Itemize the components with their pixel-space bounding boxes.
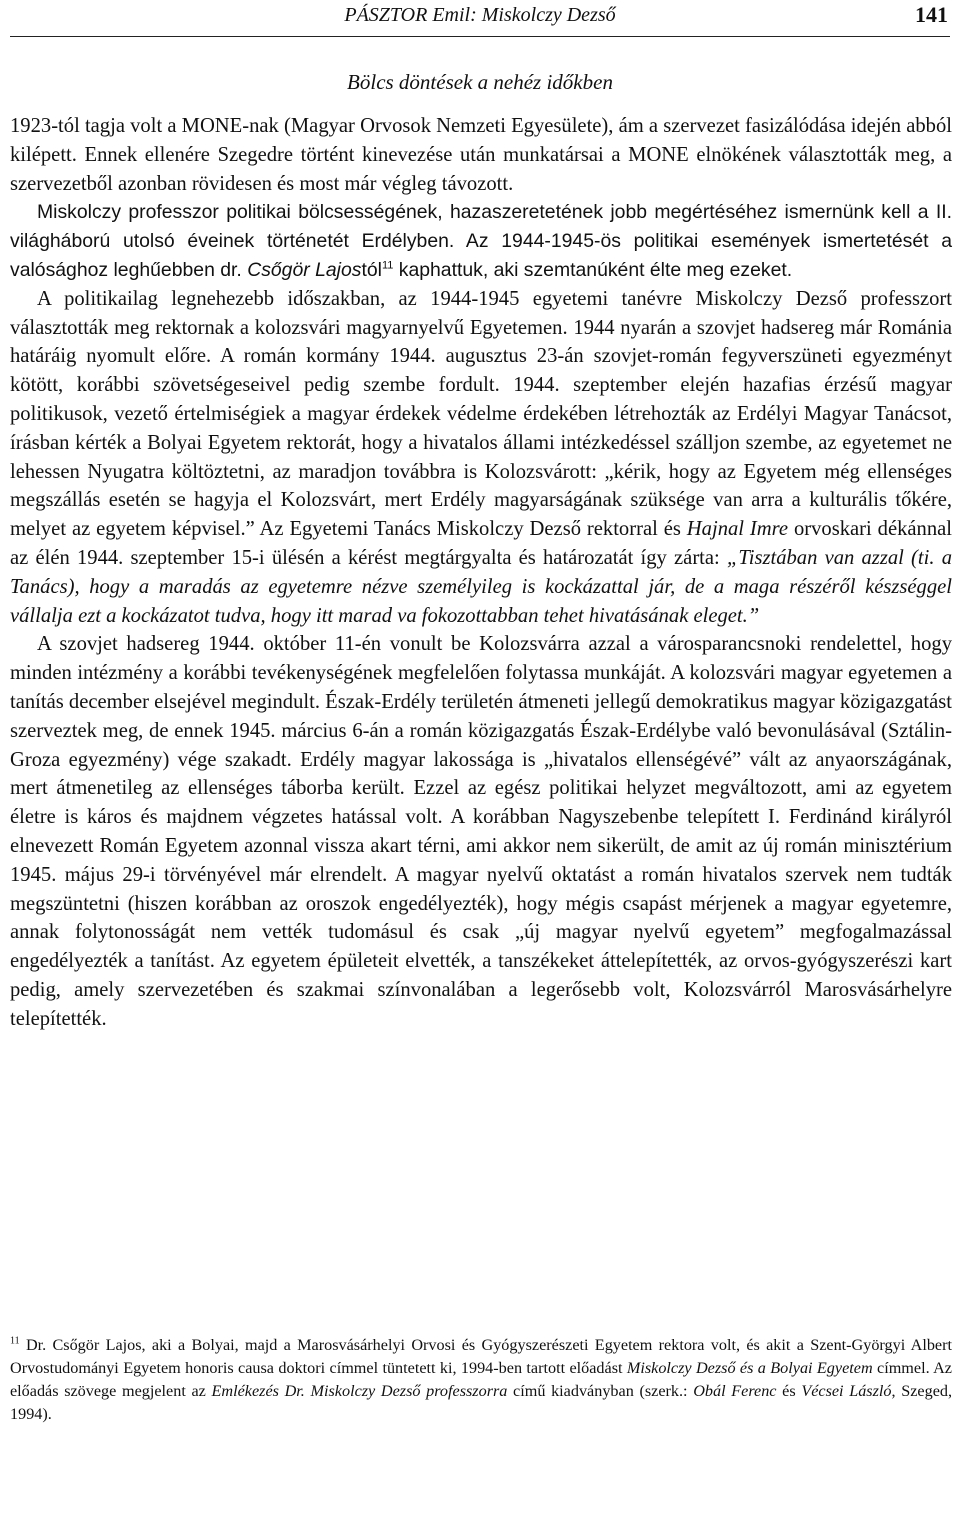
footnote-publication-title: Emlékezés Dr. Miskolczy Dezső professzorra [211,1382,508,1400]
person-name-hajnal: Hajnal Imre [686,518,789,541]
footnote-number: 11 [10,1335,20,1347]
page-header [10,0,950,37]
paragraph-3-text-mid: orvoskari dékánnal az élén 1944. szeptember 15-i ülésén a kérést megtárgyalta és határozatát így zárta: [10,518,952,569]
paragraph-4: A szovjet hadsereg 1944. október 11-én vonult be Kolozsvárra azzal a városparancsnoki rendelettel, hogy minden intézmény a korábbi tevékenységének megfelelően folytassa munkáját. A kolozsvári magyar egyetemen a tanítás december elsejével megindult. Észak-Erdély területén átmeneti jellegű demokratikus magyar közigazgatást szerveztek meg, de ennek 1945. március 6-án a román közigazgatás Észak-Erdélybe való bevonulásával (Sztálin-Groza egyezmény) vége szakadt. Erdély magyar lakossága is „hivatalos ellenségévé” vált az anyaországának, mert átmenetileg az ellenséges táborba került. Ezzel az egész politikai helyzet megváltozott, ami az egyetem életre is káros és majdnem végzetes hatással volt. A korábban Nagyszebenbe telepített I. Ferdinánd királyról elnevezett Román Egyetem azonnal vissza akart térni, ami akkor nem sikerült, de amit az új román minisztérium 1945. május 29-i törvényével már elrendelt. A magyar nyelvű oktatást a román hivatalos szervek nem tudták megszüntetni (hiszen korábban az oroszok engedélyezték), hogy mégis csapást mérjenek a magyar egyetemre, annak folytonosságát nem vették tudomásul és csak „új magyar nyelvű egyetem” megfogalmazással engedélyezték a tanítást. Az egyetem épületeit elvették, a tanszékeket áttelepítették, az orvos-gyógyszerészi kart pedig, amely szervezetében és szakmai színvonalában a legerősebb volt, Kolozsvárról Marosvásárhelyre telepítették. [10,633,952,1030]
footnote-text: , Szeged, 1994). [10,1382,953,1423]
name-suffix: tól [361,258,382,281]
body-text [10,112,952,1034]
section-title: Bölcs döntések a nehéz időkben [347,70,613,94]
running-title: PÁSZTOR Emil: Miskolczy Dezső [344,4,616,26]
footnote-text: címmel. Az előadás szövege megjelent az [10,1359,952,1400]
footnote [10,1334,952,1426]
footnote-editor-name: Obál Ferenc [693,1382,777,1400]
footnote-ref: 11 [381,259,394,272]
paragraph-2 [10,198,952,284]
footnote-text: Dr. Csőgör Lajos, aki a Bolyai, majd a Marosvásárhelyi Orvosi és Gyógyszerészeti Egyetem rektora volt, és akit a Szent-Györgyi Albert Orvostudományi Egyetem honoris causa doktori címmel tüntetett ki, 1994-ben tartott előadást [10,1336,952,1377]
paragraph-1: 1923-tól tagja volt a MONE-nak (Magyar Orvosok Nemzeti Egyesülete), ám a szervezet fasizálódása idején abból kilépett. Ennek ellenére Szegedre történt kinevezése után munkatársai a MONE elnökének választották meg, a szervezetből azonban rövidesen és most már végleg távozott. [10,115,952,195]
footnote-lecture-title: Miskolczy Dezső és a Bolyai Egyetem [626,1359,873,1377]
person-name-csogor: Csőgör Lajos [247,258,362,281]
paragraph-2-text-end: kaphattuk, aki szemtanúként élte meg ezeket. [393,258,793,281]
paragraph-3-text: A politikailag legnehezebb időszakban, az 1944-1945 egyetemi tanévre Miskolczy Dezső professzort választották meg rektornak a kolozsvári magyarnyelvű Egyetemen. 1944 nyarán a szovjet hadsereg már Románia határáig nyomult előre. A román kormány 1944. augusztus 23-án szovjet-román fegyverszüneti egyezményt kötött, korábbi szövetségeseivel pedig szembe fordult. 1944. szeptember elején hazafias érzésű magyar politikusok, vezető értelmiségiek a magyar érdekek védelme érdekében létrehozták az Erdélyi Magyar Tanácsot, írásban kérték a Bolyai Egyetem rektorát, hogy a hivatalos állami intézkedéssel szálljon szembe, az egyetemet ne lehessen Nyugatra költöztetni, az maradjon továbbra is Kolozsvárott: „kérik, hogy az Egyetem még ellenséges megszállás esetén se hagyja el Kolozsvárt, mert Erdély magyarságának szüksége van arra a kulturális tőkére, melyet az egyetem képvisel.” Az Egyetemi Tanács Miskolczy Dezső rektorral és [10,287,952,541]
paragraph-2-text: Miskolczy professzor politikai bölcsességének, hazaszeretetének jobb megértéséhez ismernünk kell a II. világháború utolsó éveinek történetét Erdélyben. Az 1944-1945-ös politikai események ismertetését a valósághoz leghűebben dr. [10,201,952,281]
footnote-text: és [776,1382,802,1400]
paragraph-3 [10,285,952,631]
footnote-editor-name: Vécsei László [801,1382,892,1400]
page-number: 141 [915,2,948,27]
footnote-text: című kiadványban (szerk.: [507,1382,694,1400]
council-quote: „Tisztában van azzal (ti. a Tanács), hogy a maradás az egyetemre nézve személyileg is kockázattal jár, de a maga részéről készséggel vállalja ezt a kockázatot tudva, hogy itt marad va fokozottabban tehet hivatásának eleget.” [10,546,952,627]
